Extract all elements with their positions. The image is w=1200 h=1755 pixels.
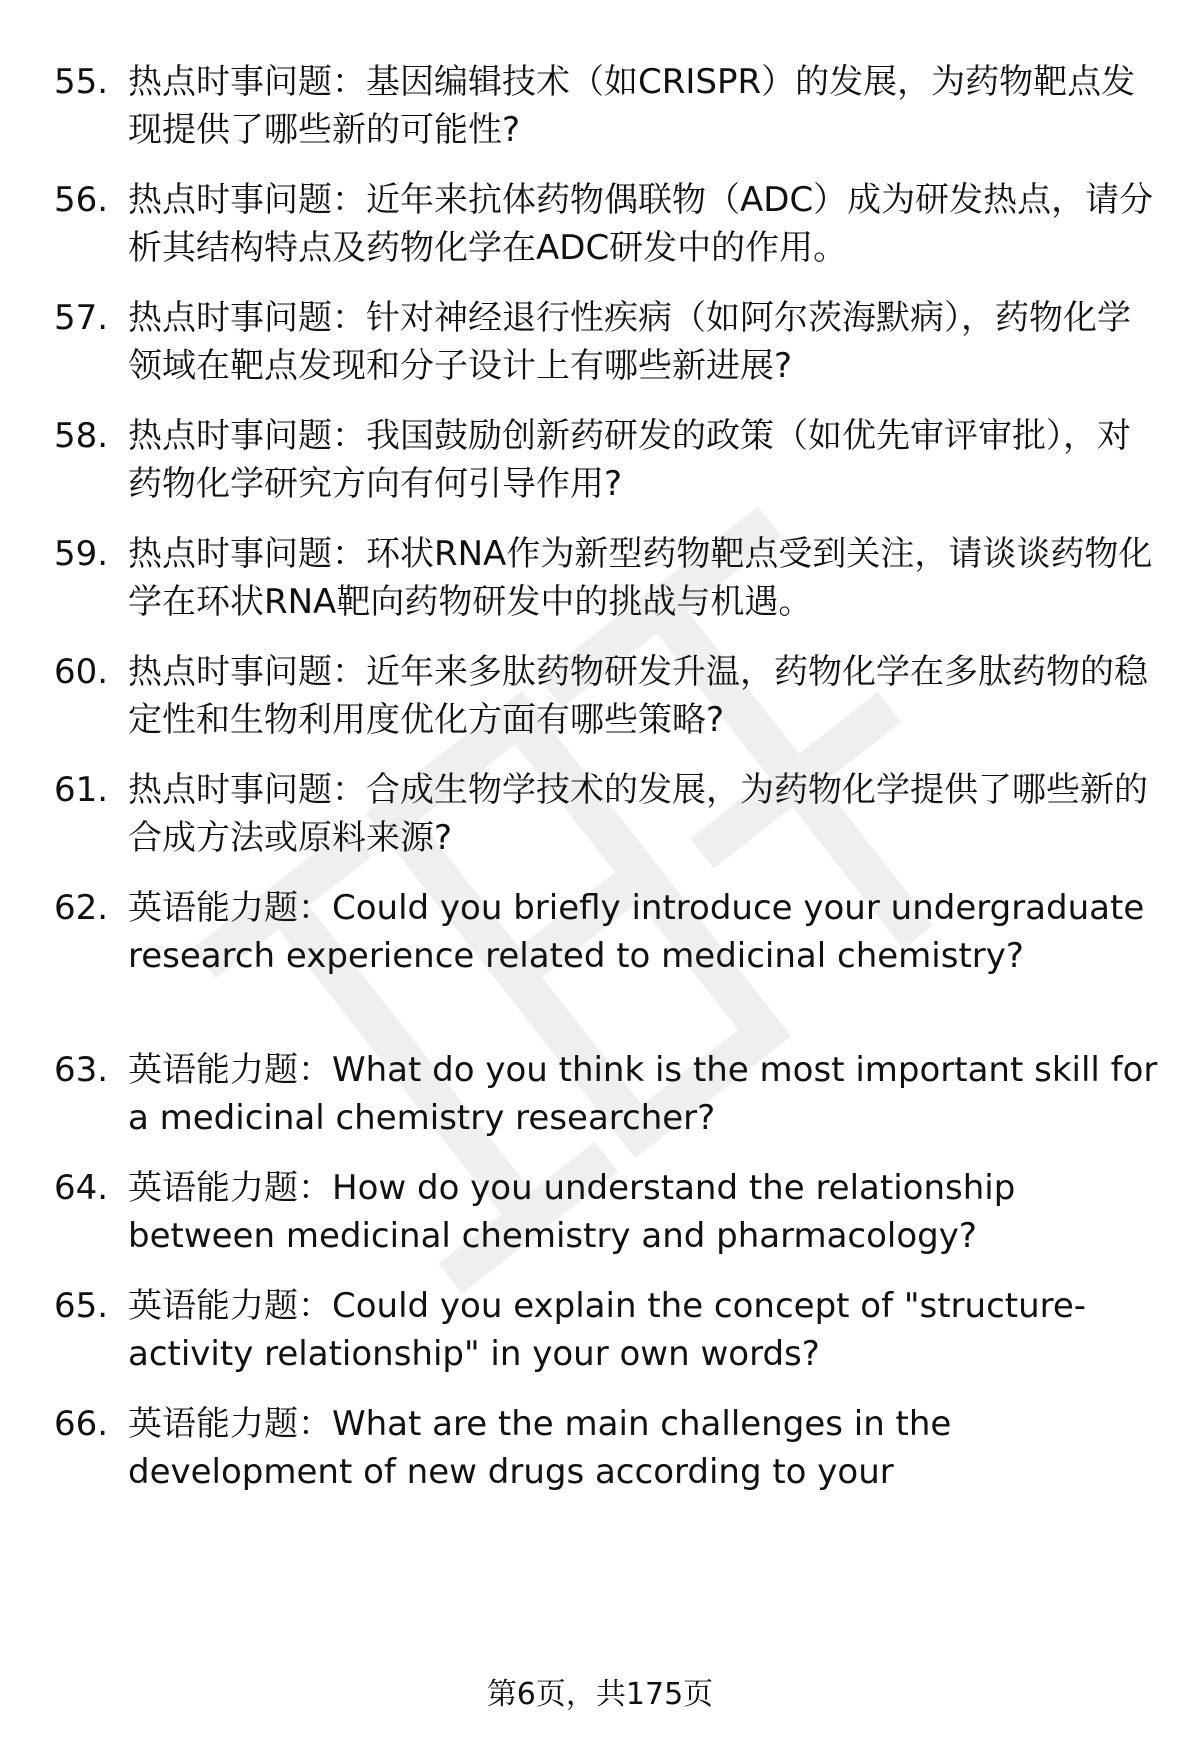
question-item bbox=[54, 1282, 1164, 1378]
question-item bbox=[54, 176, 1164, 272]
question-text: 英语能力题：Could you explain the concept of "structure-activity relationship" in your own words? bbox=[128, 1286, 1087, 1374]
question-item bbox=[54, 294, 1164, 390]
question-text: 热点时事问题：环状RNA作为新型药物靶点受到关注，请谈谈药物化学在环状RNA靶向药物研发中的挑战与机遇。 bbox=[128, 534, 1153, 622]
question-text: 英语能力题：How do you understand the relationship between medicinal chemistry and pharmacology? bbox=[128, 1168, 1016, 1256]
question-item bbox=[54, 648, 1164, 744]
question-number: 65. bbox=[54, 1286, 109, 1326]
question-item bbox=[54, 412, 1164, 508]
question-text: 英语能力题：Could you briefly introduce your undergraduate research experience related to medicinal chemistry? bbox=[128, 888, 1145, 976]
question-number: 61. bbox=[54, 770, 109, 810]
question-number: 60. bbox=[54, 652, 109, 692]
question-text: 英语能力题：What are the main challenges in the development of new drugs according to your bbox=[128, 1404, 952, 1492]
question-text: 热点时事问题：基因编辑技术（如CRISPR）的发展，为药物靶点发现提供了哪些新的可能性? bbox=[128, 62, 1136, 150]
question-item bbox=[54, 766, 1164, 862]
question-text: 热点时事问题：近年来抗体药物偶联物（ADC）成为研发热点，请分析其结构特点及药物化学在ADC研发中的作用。 bbox=[128, 180, 1154, 268]
question-number: 55. bbox=[54, 62, 109, 102]
question-text: 热点时事问题：针对神经退行性疾病（如阿尔茨海默病），药物化学领域在靶点发现和分子设计上有哪些新进展? bbox=[128, 298, 1131, 386]
question-number: 59. bbox=[54, 534, 109, 574]
question-text: 热点时事问题：合成生物学技术的发展，为药物化学提供了哪些新的合成方法或原料来源? bbox=[128, 770, 1148, 858]
question-number: 66. bbox=[54, 1404, 109, 1444]
question-item bbox=[54, 530, 1164, 626]
question-item bbox=[54, 1046, 1164, 1142]
question-number: 63. bbox=[54, 1050, 109, 1090]
question-number: 57. bbox=[54, 298, 109, 338]
question-item bbox=[54, 884, 1164, 980]
question-item bbox=[54, 58, 1164, 154]
question-number: 56. bbox=[54, 180, 109, 220]
question-number: 64. bbox=[54, 1168, 109, 1208]
question-item bbox=[54, 1164, 1164, 1260]
question-text: 英语能力题：What do you think is the most important skill for a medicinal chemistry researcher? bbox=[128, 1050, 1158, 1138]
page-footer: 第6页，共175页 bbox=[486, 1677, 714, 1712]
question-number: 58. bbox=[54, 416, 109, 456]
question-text: 热点时事问题：我国鼓励创新药研发的政策（如优先审评审批），对药物化学研究方向有何引导作用? bbox=[128, 416, 1131, 504]
question-item bbox=[54, 1400, 1164, 1496]
question-number: 62. bbox=[54, 888, 109, 928]
question-text: 热点时事问题：近年来多肽药物研发升温，药物化学在多肽药物的稳定性和生物利用度优化方面有哪些策略? bbox=[128, 652, 1148, 740]
